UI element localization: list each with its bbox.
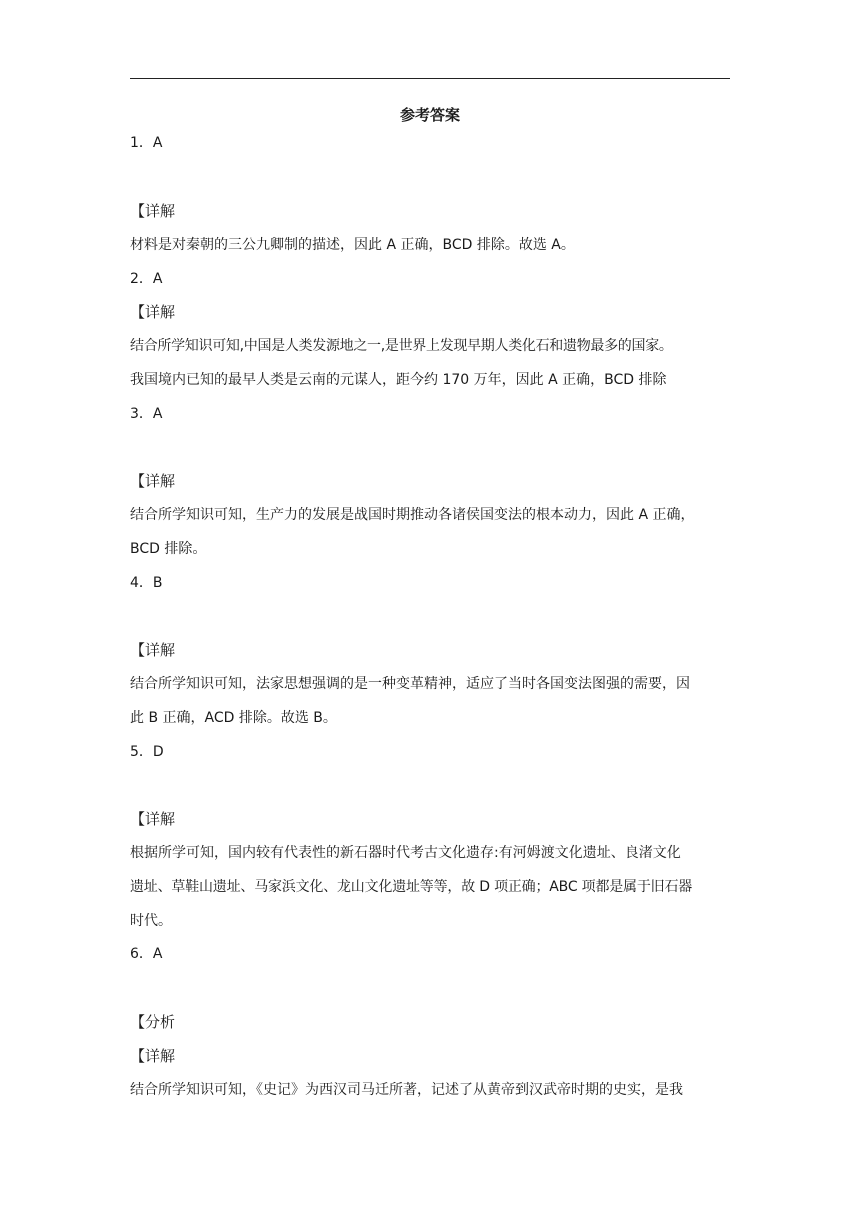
explanation-line: 我国境内已知的最早人类是云南的元谋人，距今约 170 万年，因此 A 正确，BCD 排除 <box>130 372 667 388</box>
explanation-line: BCD 排除。 <box>130 541 207 557</box>
detail-label: 【详解 <box>130 303 176 321</box>
explanation-line: 遗址、草鞋山遗址、马家浜文化、龙山文化遗址等等，故 D 项正确；ABC 项都是属于旧石器 <box>130 879 693 895</box>
answer-number: 6．A <box>130 946 163 962</box>
explanation-line: 材料是对秦朝的三公九卿制的描述，因此 A 正确，BCD 排除。故选 A。 <box>130 237 575 253</box>
detail-label: 【详解 <box>130 202 176 220</box>
answer-number: 3．A <box>130 406 163 422</box>
explanation-line: 时代。 <box>130 913 172 929</box>
answer-number: 5．D <box>130 744 164 760</box>
answer-number: 4．B <box>130 575 163 591</box>
explanation-line: 结合所学知识可知,中国是人类发源地之一,是世界上发现早期人类化石和遗物最多的国家。 <box>130 338 673 354</box>
explanation-line: 结合所学知识可知，法家思想强调的是一种变革精神，适应了当时各国变法图强的需要，因 <box>130 676 690 692</box>
analysis-label: 【分析 <box>130 1013 176 1031</box>
explanation-line: 结合所学知识可知，生产力的发展是战国时期推动各诸侯国变法的根本动力，因此 A 正确， <box>130 507 695 523</box>
detail-label: 【详解 <box>130 810 176 828</box>
answer-number: 1．A <box>130 135 163 151</box>
detail-label: 【详解 <box>130 1047 176 1065</box>
page-title: 参考答案 <box>399 106 460 124</box>
explanation-line: 结合所学知识可知，《史记》为西汉司马迁所著，记述了从黄帝到汉武帝时期的史实，是我 <box>130 1082 683 1098</box>
detail-label: 【详解 <box>130 472 176 490</box>
explanation-line: 此 B 正确，ACD 排除。故选 B。 <box>130 710 337 726</box>
detail-label: 【详解 <box>130 641 176 659</box>
header-rule <box>130 78 730 79</box>
explanation-line: 根据所学可知，国内较有代表性的新石器时代考古文化遗存:有河姆渡文化遗址、良渚文化 <box>130 845 681 861</box>
answer-number: 2．A <box>130 271 163 287</box>
